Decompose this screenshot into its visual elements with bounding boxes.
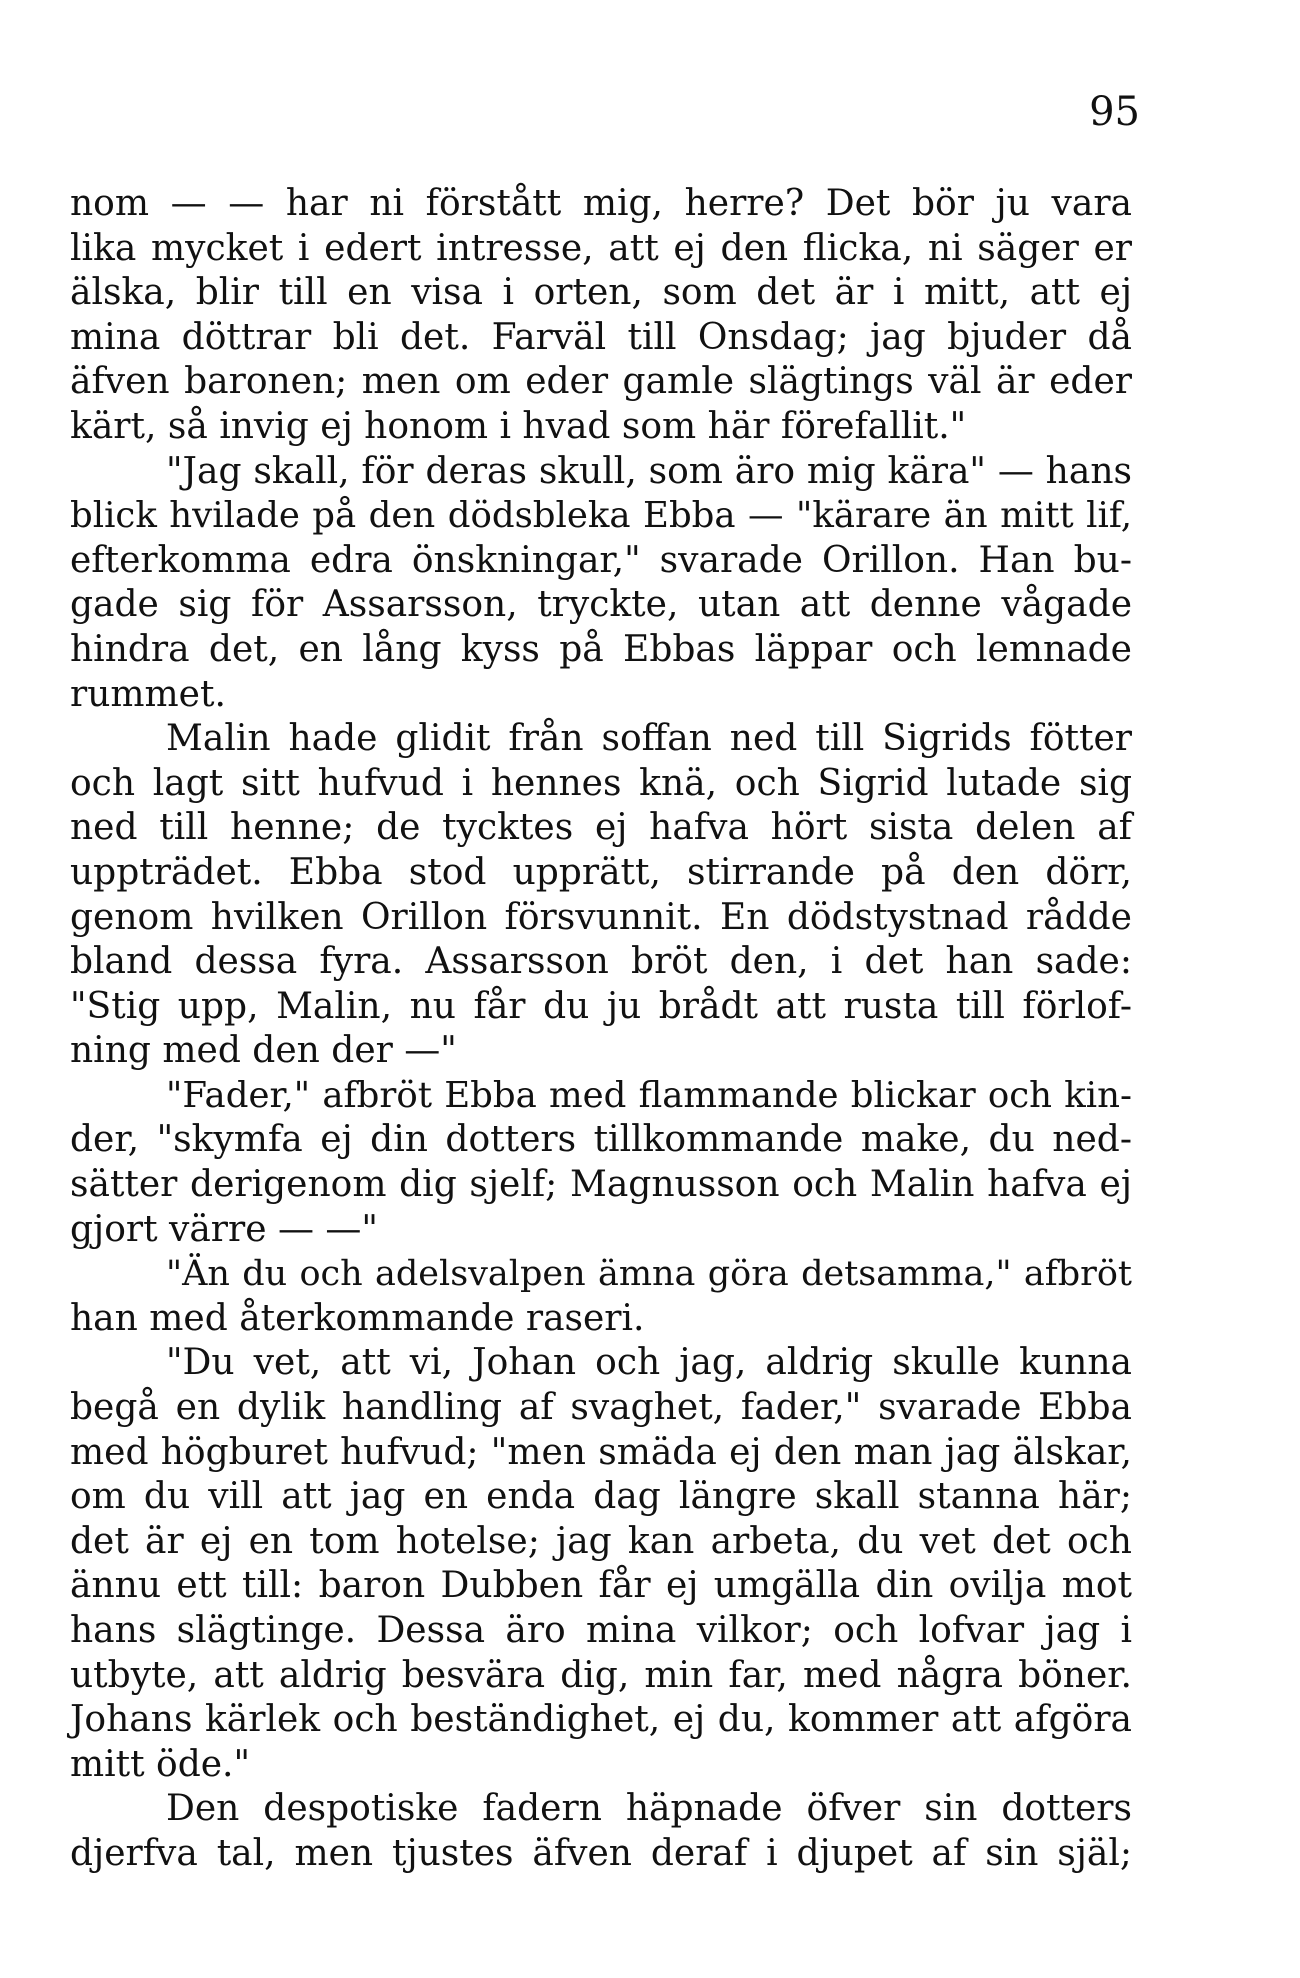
- text-line: lika mycket i edert intresse, att ej den flicka, ni säger er: [70, 227, 1132, 269]
- text-line: "Än du och adelsvalpen ämna göra detsamma," afbröt: [166, 1254, 1132, 1295]
- text-line: älska, blir till en visa i orten, som det är i mitt, att ej: [70, 272, 1132, 314]
- text-line: efterkomma edra önskningar," svarade Orillon. Han bu-: [70, 539, 1132, 581]
- text-line: bland dessa fyra. Assarsson bröt den, i det han sade:: [70, 941, 1132, 983]
- page-number: 95: [1089, 89, 1140, 135]
- text-line: nom — — har ni förstått mig, herre? Det bör ju vara: [70, 183, 1132, 224]
- text-line: det är ej en tom hotelse; jag kan arbeta, du vet det och: [70, 1520, 1132, 1562]
- text-line: gade sig för Assarsson, tryckte, utan att denne vågade: [70, 584, 1132, 626]
- text-line: äfven baronen; men om eder gamle slägtings väl är eder: [70, 361, 1132, 403]
- text-line: "Stig upp, Malin, nu får du ju brådt att rusta till förlof-: [70, 985, 1132, 1027]
- text-line: Johans kärlek och beständighet, ej du, kommer att afgöra: [70, 1699, 1132, 1741]
- body-text: [70, 182, 1132, 1877]
- text-line: begå en dylik handling af svaghet, fader," svarade Ebba: [70, 1387, 1132, 1429]
- text-line: ned till henne; de tycktes ej hafva hört sista delen af: [70, 807, 1132, 849]
- text-line: mina döttrar bli det. Farväl till Onsdag; jag bjuder då: [70, 316, 1132, 358]
- text-line: kärt, så invig ej honom i hvad som här förefallit.": [70, 405, 967, 447]
- text-line: han med återkommande raseri.: [70, 1297, 645, 1339]
- text-line: uppträdet. Ebba stod upprätt, stirrande på den dörr,: [70, 851, 1132, 893]
- text-line: om du vill att jag en enda dag längre skall stanna här;: [70, 1476, 1132, 1518]
- text-line: hans slägtinge. Dessa äro mina vilkor; och lofvar jag i: [70, 1610, 1132, 1651]
- text-line: Malin hade glidit från soffan ned till Sigrids fötter: [166, 718, 1132, 760]
- text-line: utbyte, att aldrig besvära dig, min far, med några böner.: [70, 1654, 1132, 1696]
- text-line: mitt öde.": [70, 1743, 251, 1785]
- text-line: "Du vet, att vi, Johan och jag, aldrig skulle kunna: [166, 1342, 1132, 1384]
- text-line: ning med den der —": [70, 1030, 457, 1072]
- text-line: genom hvilken Orillon försvunnit. En dödstystnad rådde: [70, 896, 1132, 938]
- text-line: blick hvilade på den dödsbleka Ebba — "kärare än mitt lif,: [70, 495, 1132, 537]
- text-line: der, "skymfa ej din dotters tillkommande make, du ned-: [70, 1119, 1132, 1161]
- text-line: ännu ett till: baron Dubben får ej umgälla din ovilja mot: [70, 1565, 1132, 1607]
- text-line: "Jag skall, för deras skull, som äro mig kära" — hans: [166, 450, 1132, 492]
- text-line: hindra det, en lång kyss på Ebbas läppar och lemnade: [70, 628, 1132, 670]
- text-line: gjort värre — —": [70, 1208, 378, 1250]
- text-line: rummet.: [70, 673, 226, 715]
- text-line: med högburet hufvud; "men smäda ej den man jag älskar,: [70, 1431, 1132, 1473]
- text-line: djerfva tal, men tjustes äfven deraf i djupet af sin själ;: [70, 1832, 1132, 1874]
- text-line: och lagt sitt hufvud i hennes knä, och Sigrid lutade sig: [70, 762, 1132, 804]
- text-line: Den despotiske fadern häpnade öfver sin dotters: [166, 1788, 1132, 1830]
- text-line: "Fader," afbröt Ebba med flammande blickar och kin-: [166, 1074, 1132, 1116]
- text-line: sätter derigenom dig sjelf; Magnusson och Malin hafva ej: [70, 1164, 1132, 1206]
